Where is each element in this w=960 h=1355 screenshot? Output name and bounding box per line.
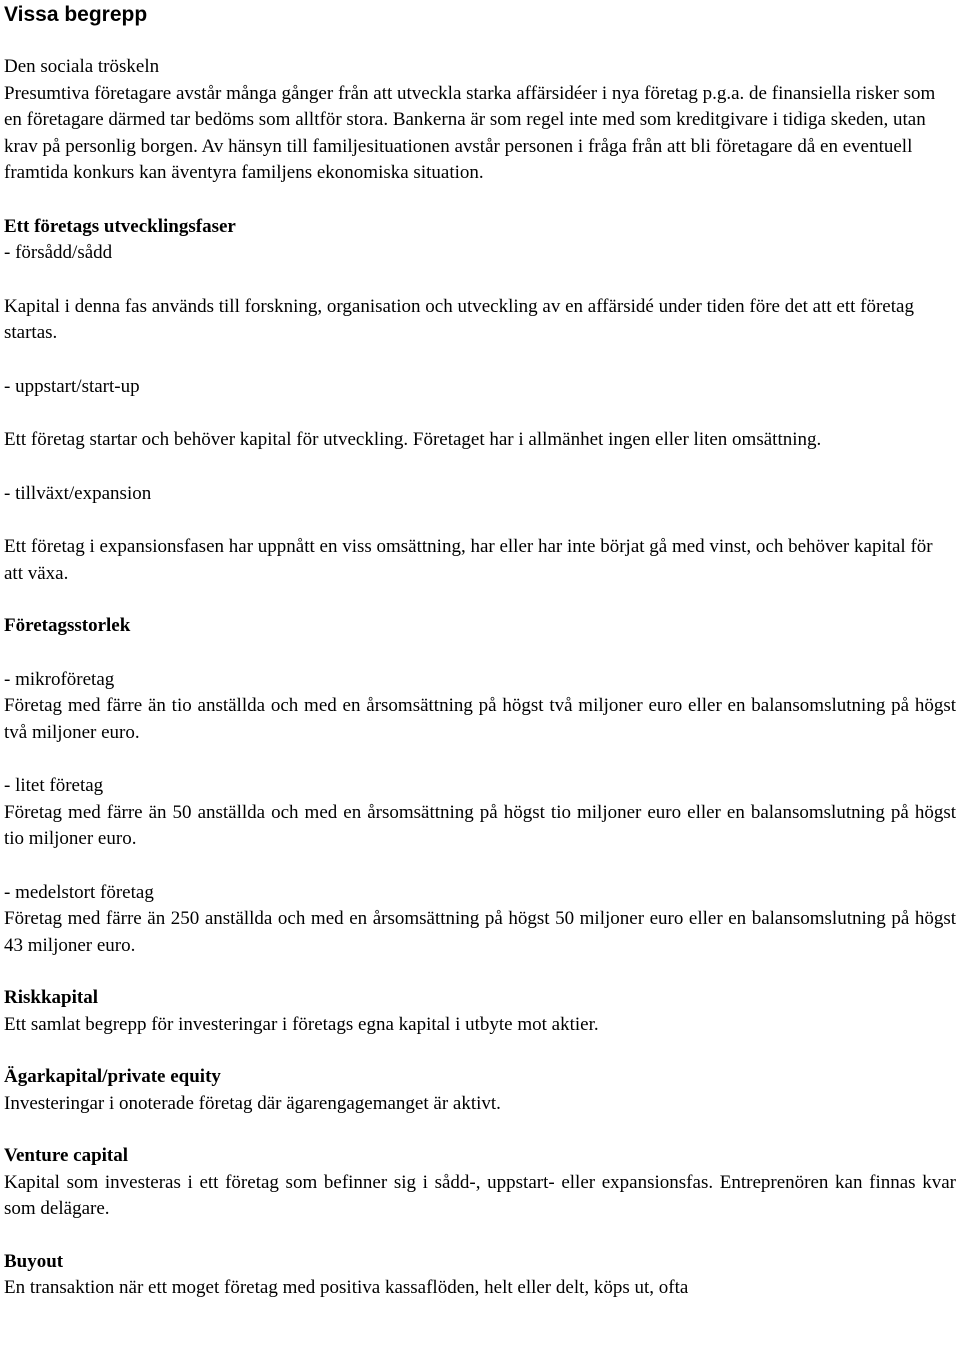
term-definition: En transaktion när ett moget företag med positiva kassaflöden, helt eller delt, köps ut, ofta [4,1277,689,1298]
term-definition: Ett samlat begrepp för investeringar i företags egna kapital i utbyte mot aktier. [4,1013,599,1035]
spacer [4,853,956,880]
spacer [4,347,956,374]
spacer [4,507,956,534]
term-buyout [4,1249,956,1302]
spacer [4,454,956,481]
term-heading: Riskkapital [4,987,98,1008]
size-description: Företag med färre än 50 anställda och med en årsomsättning på högst tio miljoner euro eller en balansomslutning på högst tio miljoner euro. [4,801,956,849]
phase-description: Kapital i denna fas används till forskning, organisation och utveckling av en affärsidé under tiden före det att ett företag startas. [4,295,914,343]
size-description: Företag med färre än 250 anställda och med en årsomsättning på högst 50 miljoner euro eller en balansomslutning på högst 43 miljoner euro. [4,908,956,956]
section-heading: Den sociala tröskeln [4,56,160,77]
phase-label: - tillväxt/expansion [4,482,152,504]
phase-label: - försådd/sådd [4,242,113,263]
term-private-equity [4,1064,956,1117]
term-definition: Kapital som investeras i ett företag som befinner sig i sådd-, uppstart- eller expansionsfas. Entreprenören kan finnas kvar som delägare. [4,1171,956,1219]
spacer [4,746,956,773]
size-label: - medelstort företag [4,881,154,903]
term-heading: Buyout [4,1250,64,1272]
term-definition: Investeringar i onoterade företag där ägarengagemanget är aktivt. [4,1092,501,1114]
phase-description: Ett företag i expansionsfasen har uppnått en viss omsättning, har eller har inte börjat gå med vinst, och behöver kapital för att växa. [4,536,933,584]
phase-label: - uppstart/start-up [4,375,140,397]
term-heading: Ägarkapital/private equity [4,1066,221,1087]
section-company-size [4,613,956,959]
document-page [4,0,956,1302]
section-heading: Ett företags utvecklingsfaser [4,215,236,237]
size-label: - litet företag [4,775,104,796]
spacer [4,400,956,427]
term-heading: Venture capital [4,1145,129,1166]
spacer [4,267,956,294]
body-paragraph: Presumtiva företagare avstår många gånger från att utveckla starka affärsidéer i nya företag p.g.a. de finansiella risker som en företagare därmed tar bedöms som alltför stora. Bankerna är som regel inte med som kreditgivare i tidiga skeden, utan krav på personlig borgen. Av hänsyn till familjesituationen avstår personen i fråga från att bli företagare då en eventuell framtida konkurs kan äventyra familjens ekonomiska situation. [4,82,936,183]
term-riskkapital [4,985,956,1038]
size-description: Företag med färre än tio anställda och med en årsomsättning på högst två miljoner euro eller en balansomslutning på högst två miljoner euro. [4,695,956,743]
section-social-threshold [4,54,956,187]
term-venture-capital [4,1143,956,1223]
phase-description: Ett företag startar och behöver kapital för utveckling. Företaget har i allmänhet ingen eller liten omsättning. [4,429,822,450]
spacer [4,640,956,667]
page-title: Vissa begrepp [4,3,148,26]
size-label: - mikroföretag [4,668,115,690]
section-phases [4,214,956,588]
section-heading: Företagsstorlek [4,615,131,636]
